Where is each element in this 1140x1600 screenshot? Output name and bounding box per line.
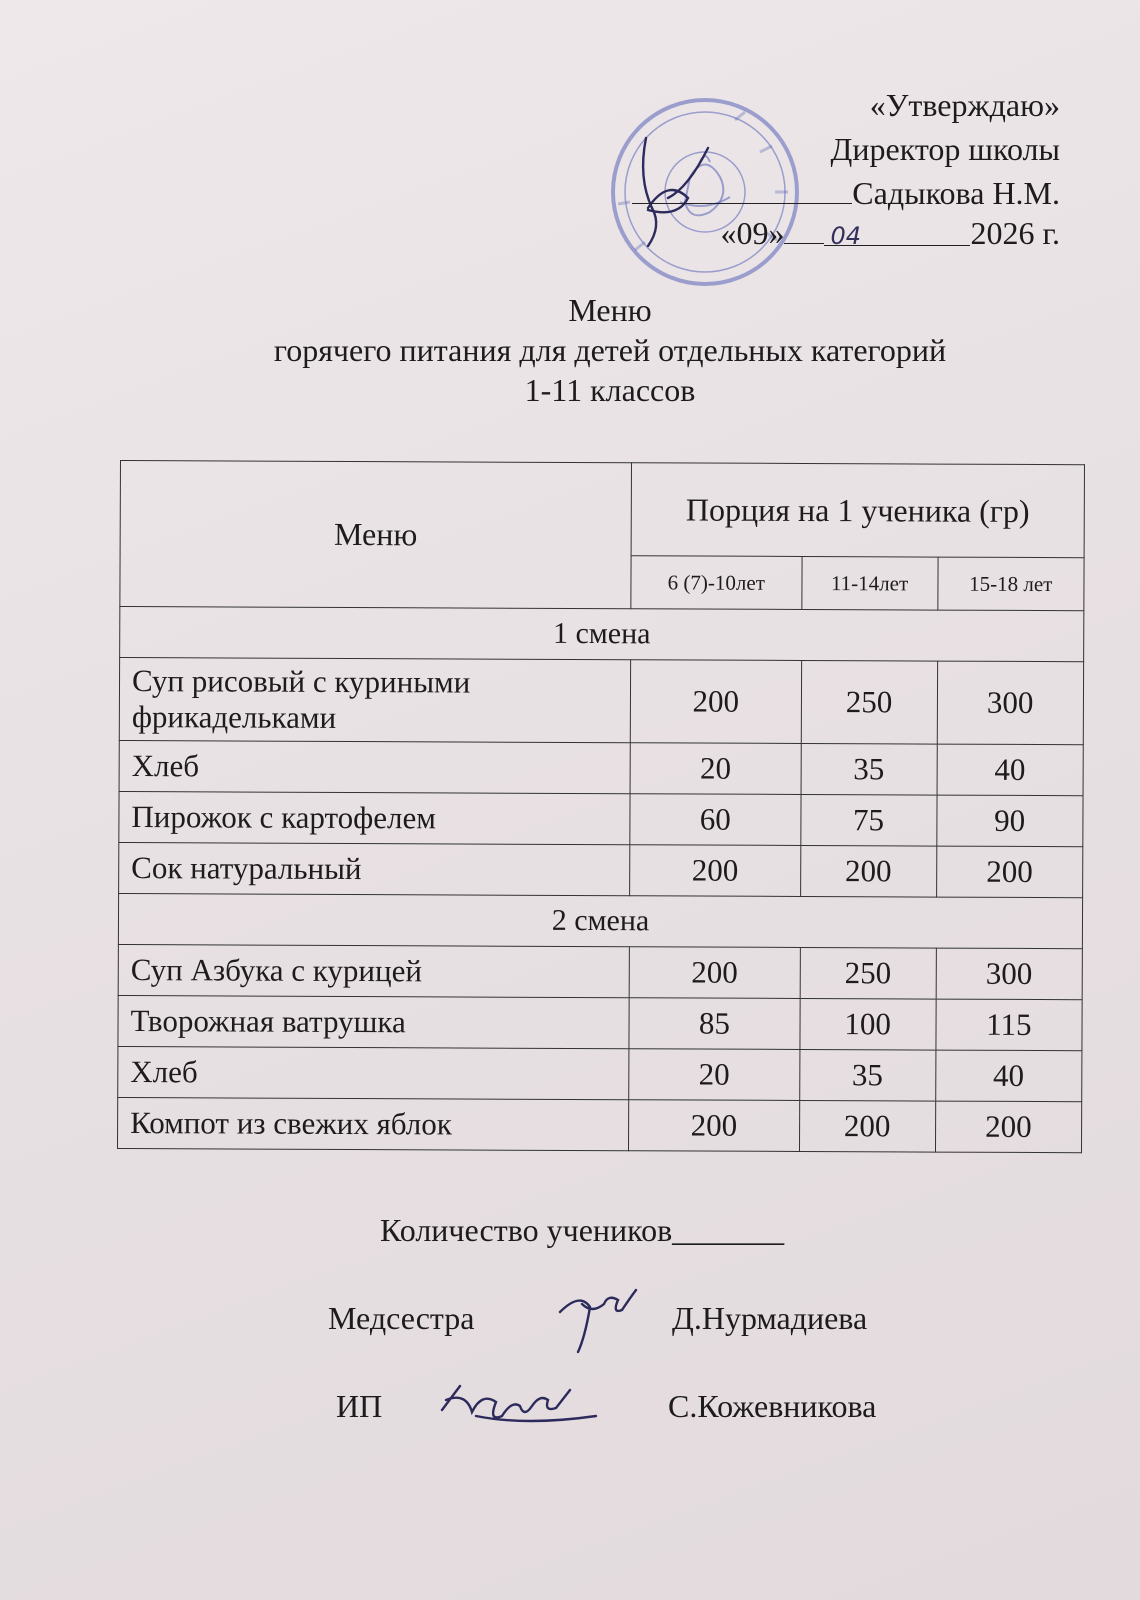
nurse-label: Медсестра	[328, 1300, 475, 1336]
date-gap-line	[784, 215, 824, 244]
title-line-2: горячего питания для детей отдельных категорий	[273, 332, 947, 368]
portion-value: 40	[935, 1050, 1082, 1102]
shift-1-header: 1 смена	[120, 607, 1084, 662]
dish-name: Пирожок с картофелем	[119, 791, 630, 844]
student-count-line: Количество учеников_______	[380, 1212, 785, 1248]
age-header-15-18: 15-18 лет	[937, 557, 1084, 611]
date-day: «09»	[720, 215, 785, 251]
portion-value: 200	[935, 1101, 1082, 1153]
table-row	[118, 944, 1082, 999]
portion-value: 200	[629, 947, 800, 999]
portion-value: 250	[801, 660, 937, 744]
menu-table	[117, 460, 1085, 1153]
portion-value: 300	[936, 948, 1083, 1000]
approve-heading: «Утверждаю»	[869, 87, 1060, 123]
approval-date-line	[720, 214, 1060, 252]
ip-name: С.Кожевникова	[668, 1388, 877, 1424]
title-line-1: Меню	[568, 292, 652, 328]
title-line-3: 1-11 классов	[524, 372, 696, 408]
portion-value: 200	[628, 1100, 799, 1152]
column-header-portion: Порция на 1 ученика (гр)	[631, 463, 1084, 558]
dish-name: Компот из свежих яблок	[117, 1097, 628, 1150]
shift-2-header: 2 смена	[118, 893, 1082, 948]
age-header-6-10: 6 (7)-10лет	[631, 556, 802, 610]
portion-value: 20	[630, 743, 801, 795]
table-row	[119, 740, 1083, 795]
portion-value: 85	[629, 998, 800, 1050]
portion-value: 200	[630, 660, 801, 744]
portion-value: 35	[801, 743, 937, 795]
signature-line	[632, 175, 852, 204]
portion-value: 115	[935, 999, 1082, 1051]
ip-signature	[436, 1370, 606, 1430]
age-header-11-14: 11-14лет	[802, 556, 938, 610]
portion-value: 250	[800, 947, 936, 999]
table-row	[119, 791, 1083, 846]
portion-value: 300	[937, 661, 1084, 745]
dish-name: Хлеб	[119, 740, 630, 793]
table-row	[119, 842, 1083, 897]
document-title	[0, 290, 1140, 410]
nurse-name: Д.Нурмадиева	[672, 1300, 868, 1336]
portion-value: 90	[936, 795, 1083, 847]
director-position: Директор школы	[830, 131, 1060, 167]
portion-value: 40	[937, 744, 1084, 796]
table-row	[118, 1046, 1082, 1101]
dish-name: Сок натуральный	[119, 842, 630, 895]
dish-name: Суп Азбука с курицей	[118, 944, 629, 997]
ip-label: ИП	[336, 1388, 383, 1424]
table-row	[118, 995, 1082, 1050]
portion-value: 20	[629, 1049, 800, 1101]
dish-name: Творожная ватрушка	[118, 995, 629, 1048]
portion-value: 200	[630, 845, 801, 897]
table-row	[117, 1097, 1081, 1152]
dish-name: Суп рисовый с куриными фрикадельками	[119, 658, 630, 743]
director-name-line	[632, 174, 1060, 212]
portion-value: 100	[800, 998, 936, 1050]
portion-value: 200	[799, 1100, 935, 1152]
table-row	[119, 658, 1083, 745]
portion-value: 200	[936, 846, 1083, 898]
date-month: 04	[824, 217, 970, 246]
nurse-signature	[552, 1282, 642, 1362]
director-name: Садыкова Н.М.	[852, 175, 1060, 211]
dish-name: Хлеб	[118, 1046, 629, 1099]
portion-value: 60	[630, 794, 801, 846]
date-year: 2026 г.	[970, 215, 1060, 251]
column-header-menu: Меню	[120, 461, 632, 609]
portion-value: 35	[799, 1049, 935, 1101]
portion-value: 75	[800, 794, 936, 846]
portion-value: 200	[800, 845, 936, 897]
